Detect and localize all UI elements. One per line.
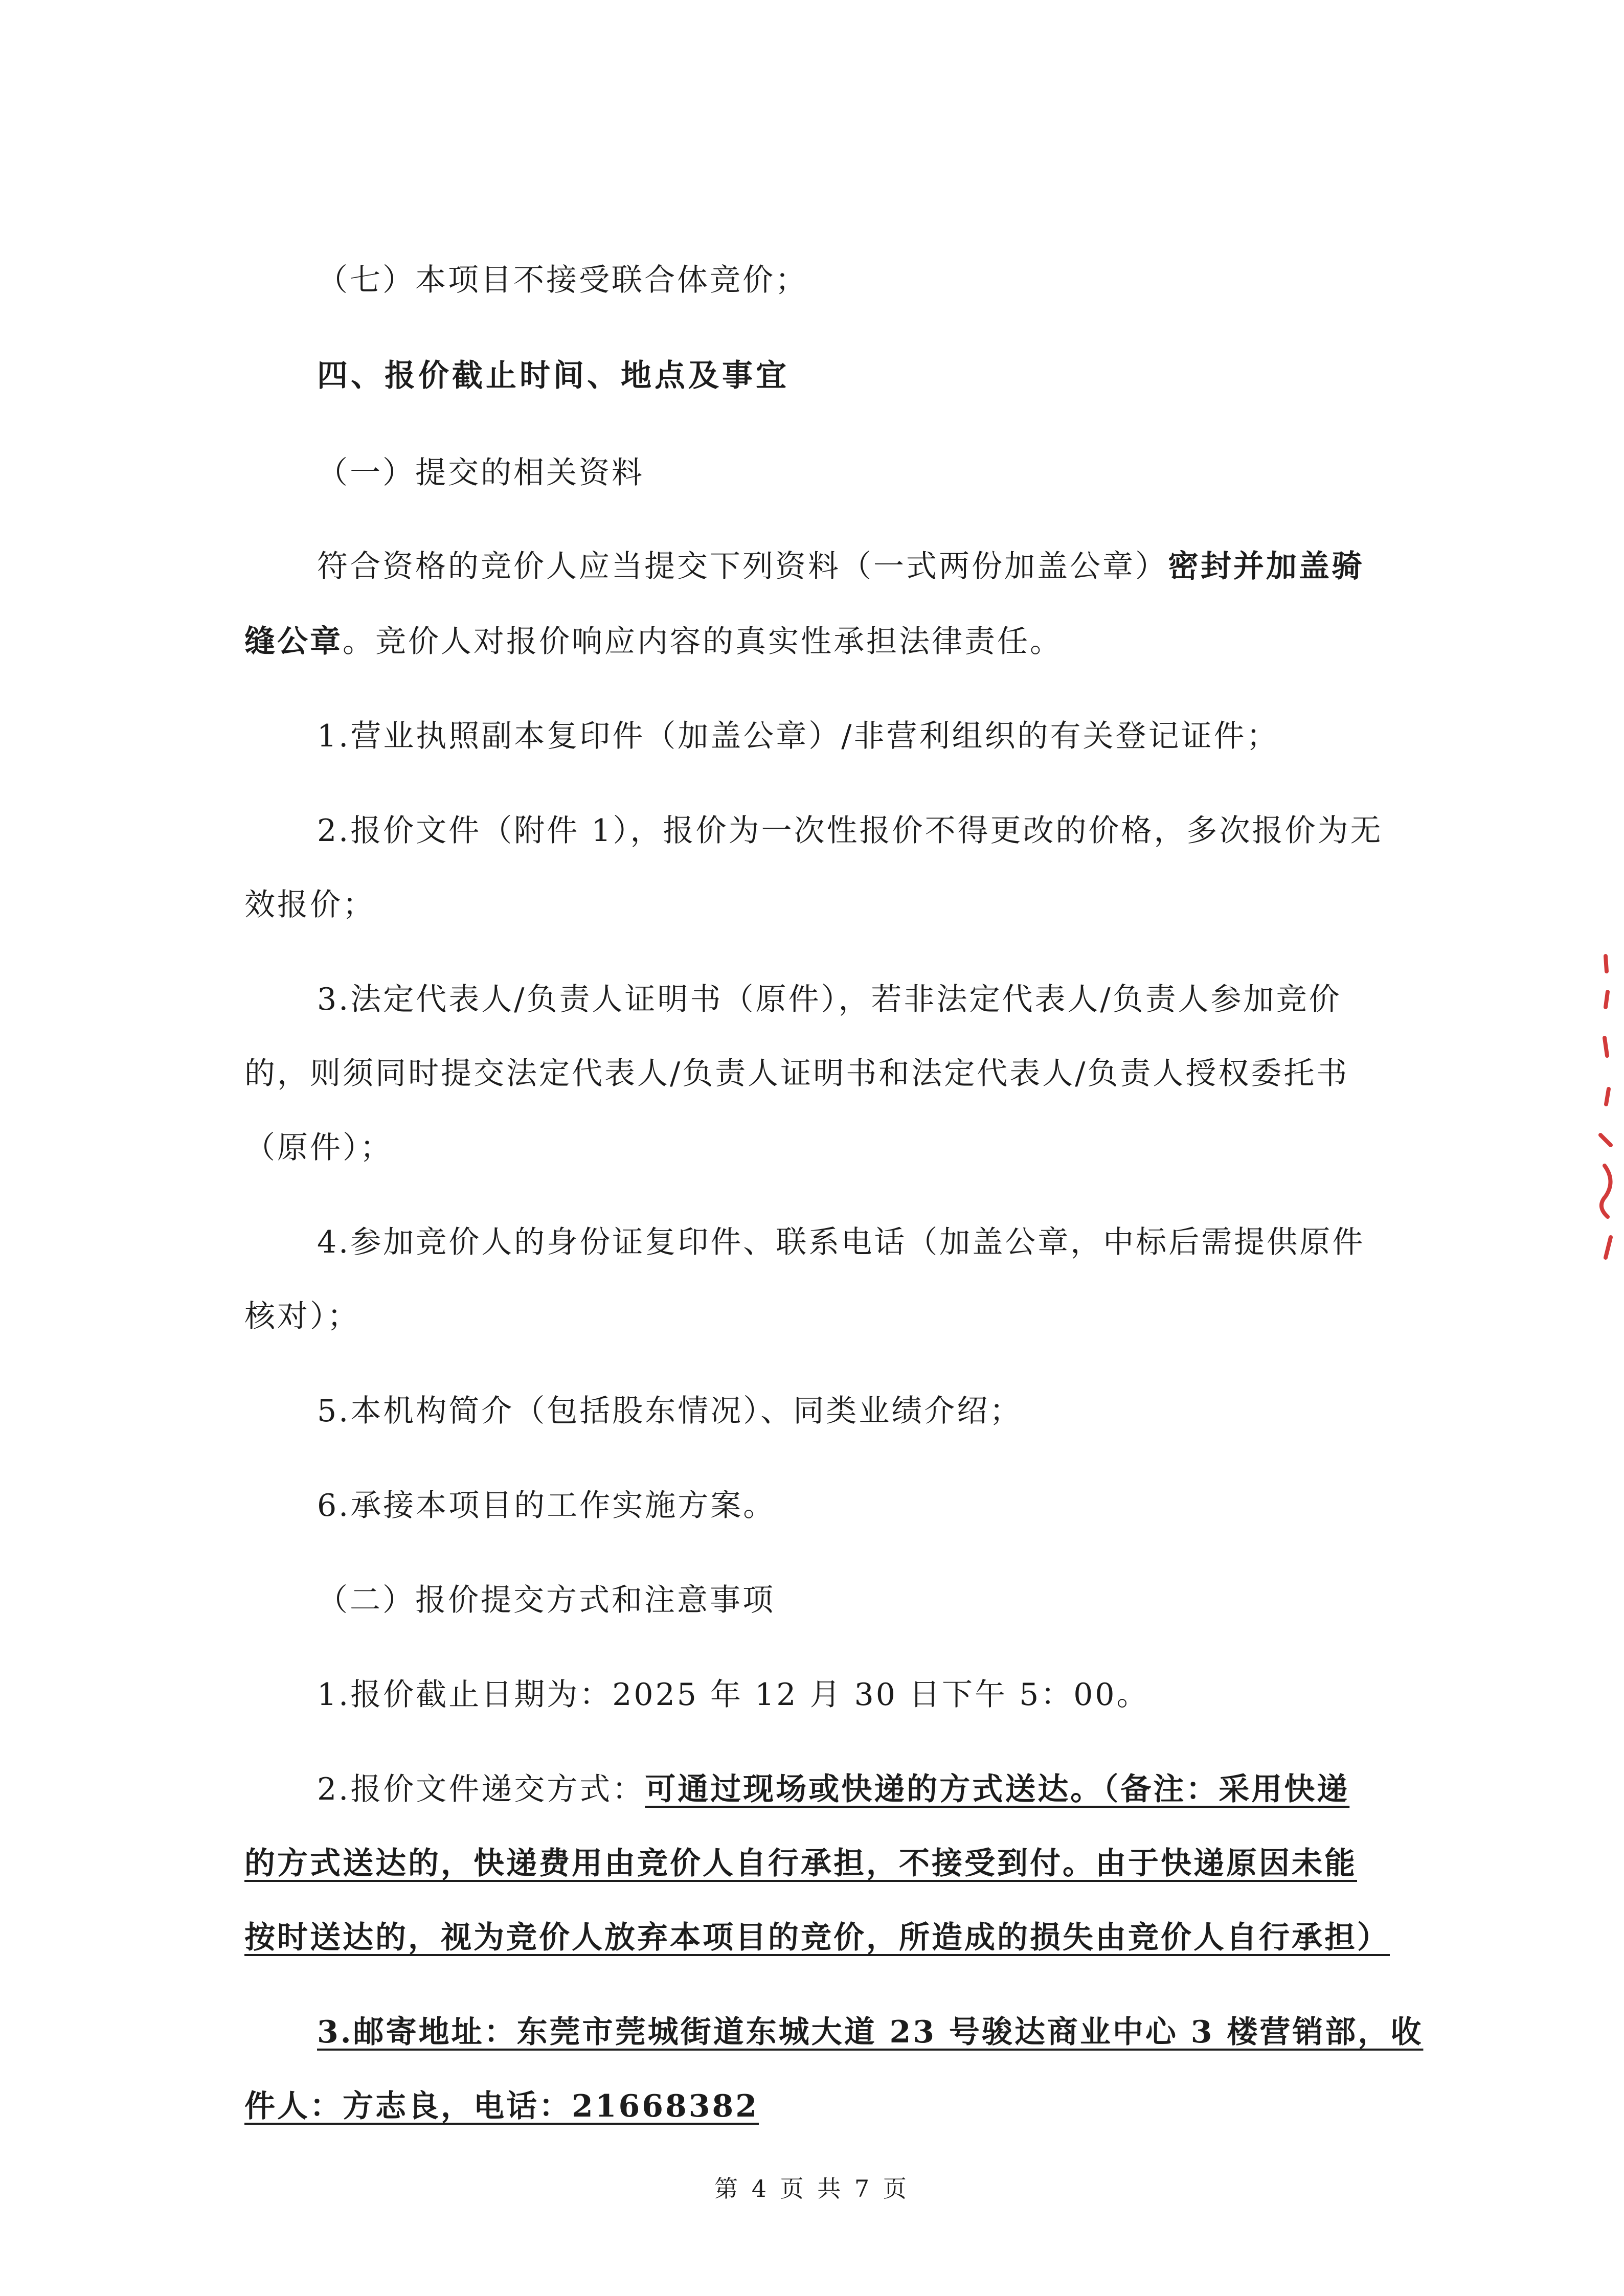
delivery-label: 2.报价文件递交方式：: [317, 1771, 645, 1807]
item-1: 1.营业执照副本复印件（加盖公章）/非营利组织的有关登记证件；: [317, 718, 1279, 754]
intro-line-2: [244, 621, 1063, 662]
subsection-one-heading: （一）提交的相关资料: [317, 455, 644, 491]
item-3-line-1: 3.法定代表人/负责人证明书（原件），若非法定代表人/负责人参加竞价: [317, 982, 1342, 1017]
item-3-line-3: （原件）；: [244, 1130, 393, 1166]
mailing-address-line-2: 件人：方志良，电话：21668382: [244, 2088, 759, 2124]
item-5: 5.本机构简介（包括股东情况）、同类业绩介绍；: [317, 1393, 1023, 1429]
delivery-line-3: 按时送达的，视为竞价人放弃本项目的竞价，所造成的损失由竞价人自行承担）: [244, 1920, 1390, 1956]
clause-seven: （七）本项目不接受联合体竞价；: [317, 262, 808, 298]
item-3-line-2: 的，则须同时提交法定代表人/负责人证明书和法定代表人/负责人授权委托书: [244, 1056, 1349, 1092]
item-4-line-2: 核对）；: [244, 1299, 360, 1334]
delivery-method: 可通过现场或快递的方式送达。（备注：采用快递: [645, 1771, 1350, 1807]
deadline-item: 1.报价截止日期为：2025 年 12 月 30 日下午 5：00。: [317, 1677, 1149, 1713]
seal-edge-mark: [1590, 951, 1621, 1278]
intro-seal-requirement: 密封并加盖骑: [1168, 549, 1364, 584]
mailing-address-line-1: 3.邮寄地址：东莞市莞城街道东城大道 23 号骏达商业中心 3 楼营销部，收: [317, 2014, 1424, 2050]
intro-text: 符合资格的竞价人应当提交下列资料（一式两份加盖公章）: [317, 549, 1168, 584]
delivery-line-2: 的方式送达的，快递费用由竞价人自行承担，不接受到付。由于快递原因未能: [244, 1846, 1357, 1881]
intro-line-1: [317, 546, 1364, 587]
intro-liability-text: 。竞价人对报价响应内容的真实性承担法律责任。: [343, 624, 1063, 660]
item-2-line-1: 2.报价文件（附件 1），报价为一次性报价不得更改的价格，多次报价为无: [317, 813, 1383, 849]
intro-seal-requirement-cont: 缝公章: [244, 624, 343, 660]
delivery-line-1: [317, 1769, 1349, 1810]
section-four-heading: 四、报价截止时间、地点及事宜: [317, 358, 790, 394]
item-6: 6.承接本项目的工作实施方案。: [317, 1488, 776, 1524]
item-2-line-2: 效报价；: [244, 887, 375, 923]
item-4-line-1: 4.参加竞价人的身份证复印件、联系电话（加盖公章，中标后需提供原件: [317, 1224, 1365, 1260]
page-number-footer: 第 4 页 共 7 页: [714, 2175, 910, 2202]
subsection-two-heading: （二）报价提交方式和注意事项: [317, 1582, 775, 1618]
